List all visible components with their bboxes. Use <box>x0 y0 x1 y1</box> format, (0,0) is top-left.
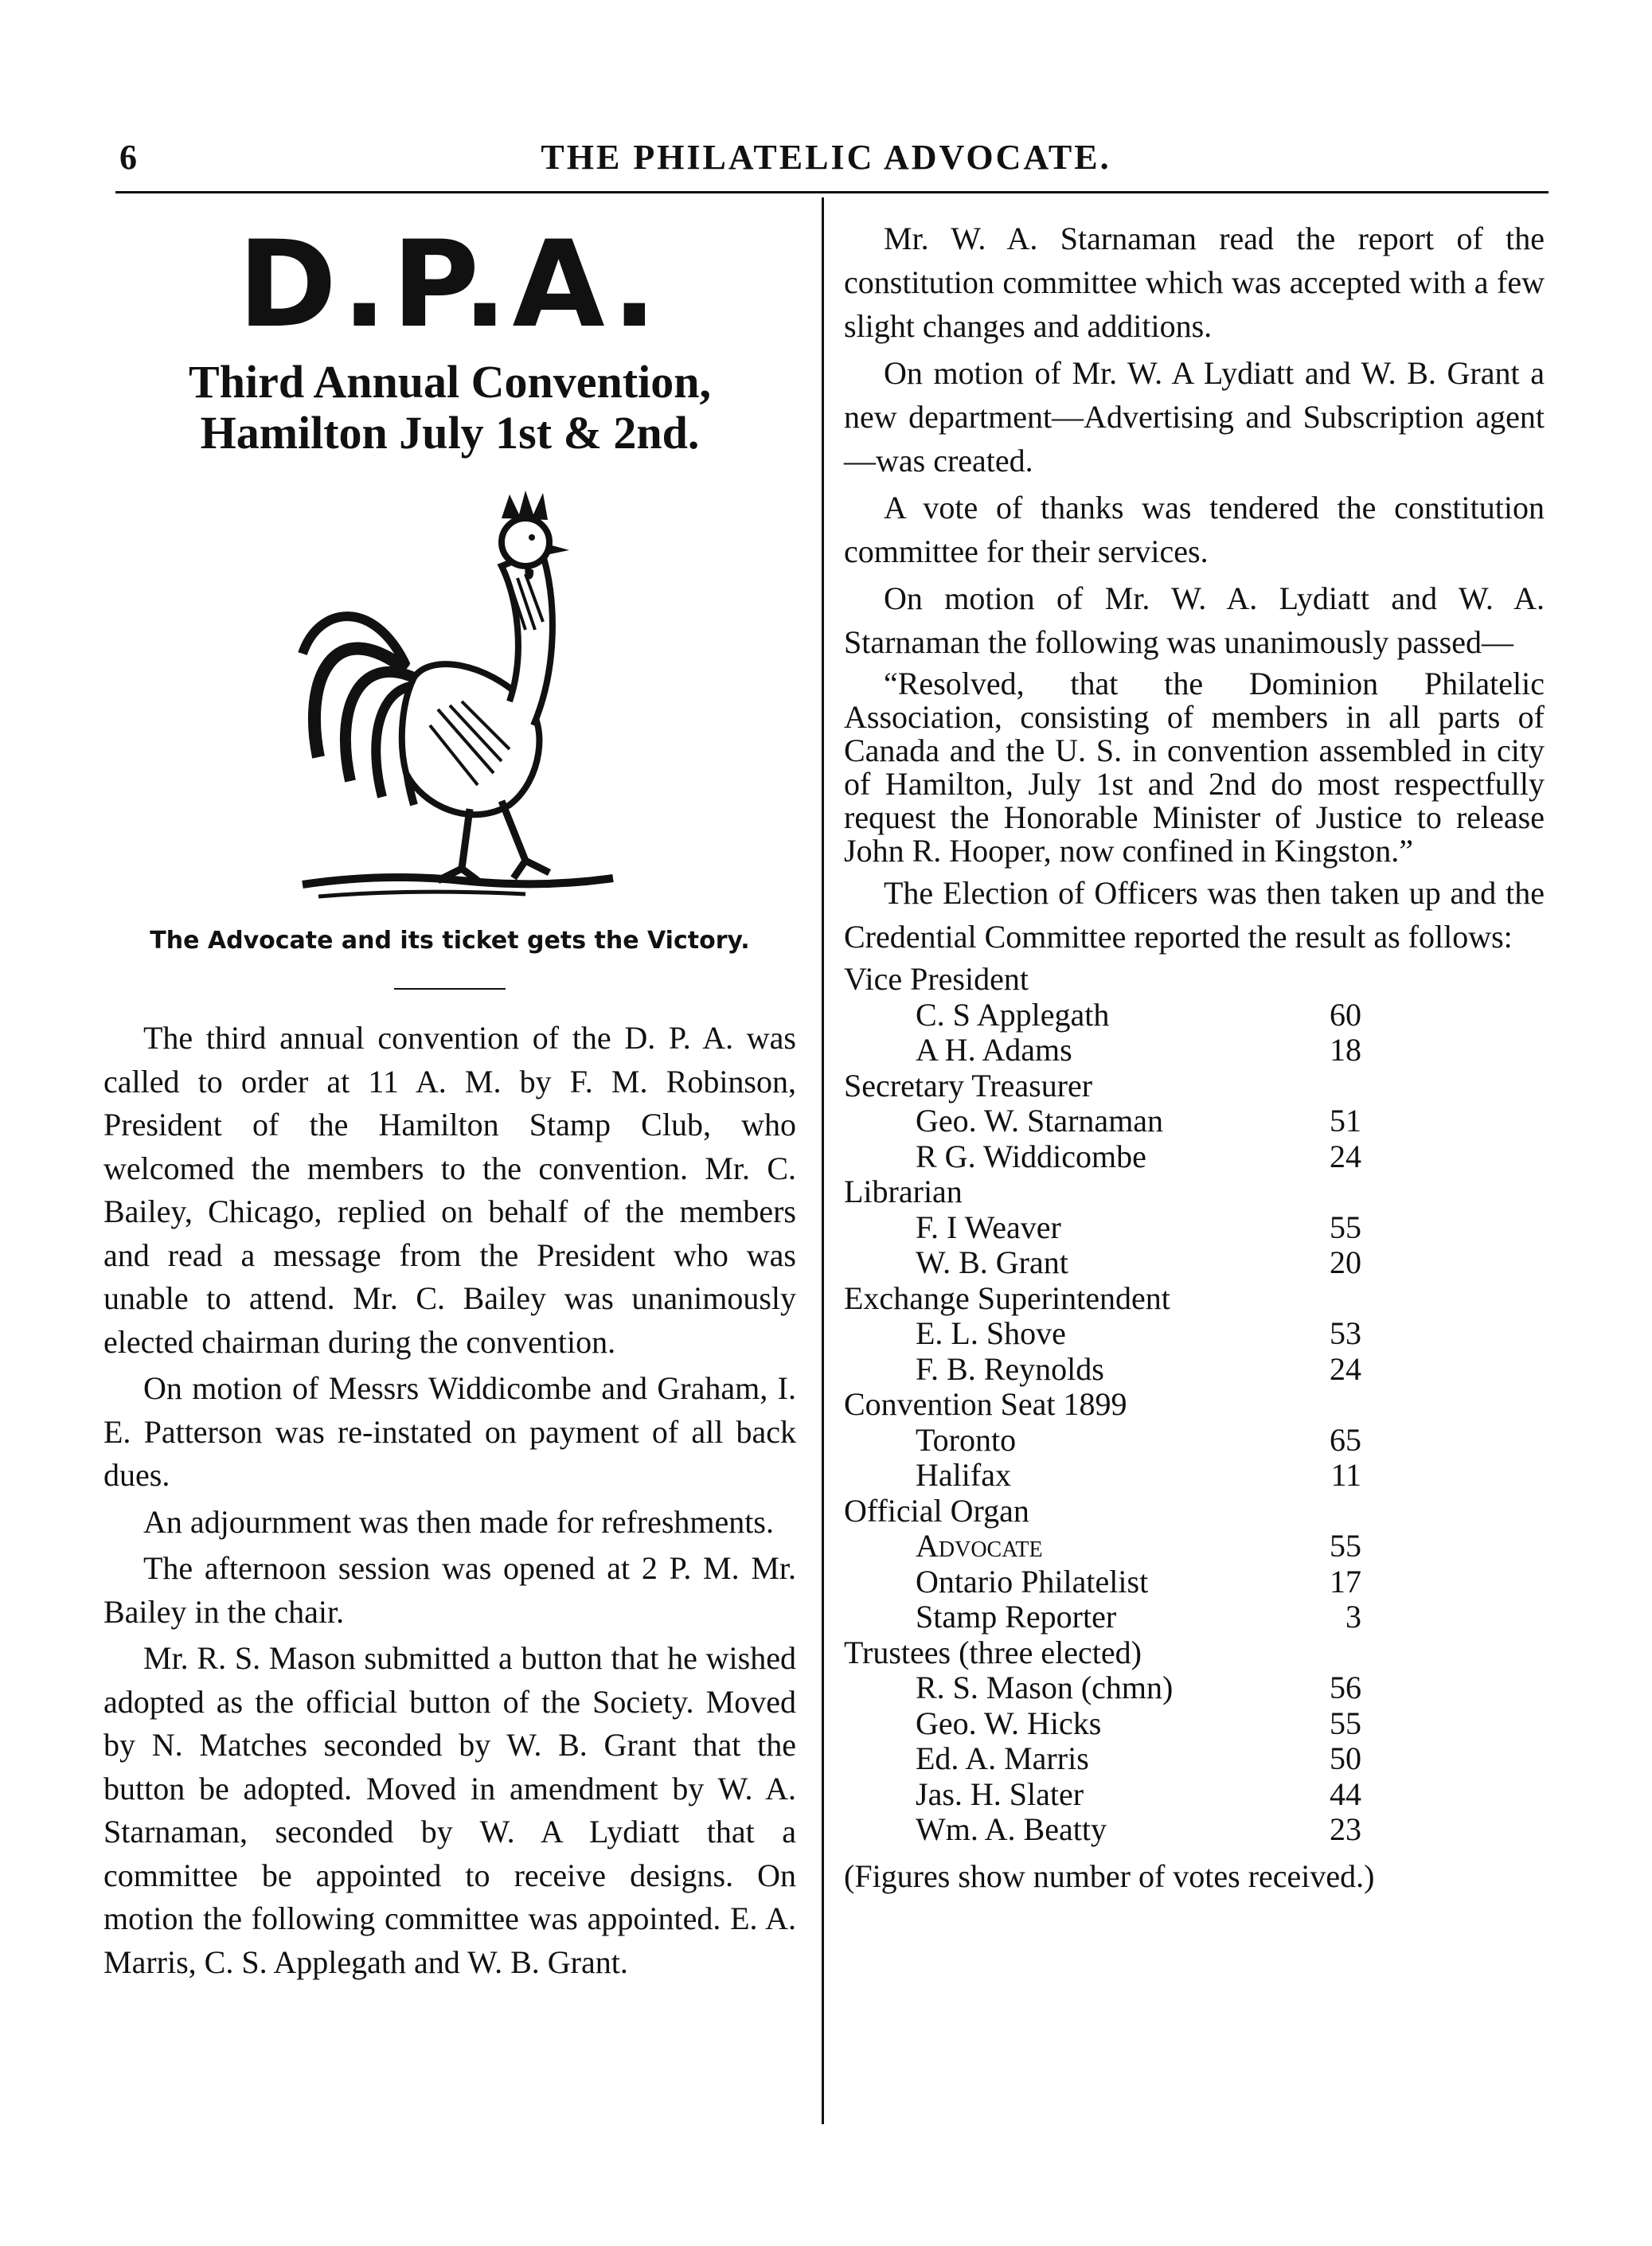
candidate-name: Stamp Reporter <box>916 1599 1117 1635</box>
paragraph: An adjournment was then made for refreshments. <box>143 1503 774 1540</box>
candidate-row <box>916 1245 1361 1281</box>
candidate-row <box>916 1210 1361 1246</box>
right-column <box>844 217 1545 1901</box>
candidate-name: E. L. Shove <box>916 1315 1066 1351</box>
vote-count: 20 <box>1330 1244 1361 1280</box>
candidate-row <box>916 1812 1361 1848</box>
page-number: 6 <box>119 138 137 177</box>
vote-count: 51 <box>1330 1103 1361 1139</box>
candidate-name: Geo. W. Hicks <box>916 1705 1102 1741</box>
paragraph: On motion of Mr. W. A. Lydiatt and W. A. Starnaman the following was unanimously passed— <box>844 580 1545 660</box>
candidate-row <box>916 1600 1361 1635</box>
candidate-row <box>916 1316 1361 1352</box>
resolution-paragraph: “Resolved, that the Dominion Philatelic Association, consisting of members in all parts of Canada and the U. S. in convention assembled in city of Hamilton, July 1st and 2nd do most respectfully request the Honorable Minister of Justice to release John R. Hooper, now confined in Kingston.” <box>844 666 1545 869</box>
rooster-icon <box>287 471 621 916</box>
left-column <box>103 213 796 1987</box>
candidate-name: Ontario Philatelist <box>916 1563 1149 1600</box>
vote-count: 50 <box>1330 1740 1361 1776</box>
candidate-row <box>916 1564 1361 1600</box>
paragraph: Mr. W. A. Starnaman read the report of the constitution committee which was accepted with a few slight changes and additions. <box>844 221 1545 344</box>
candidate-name: F. I Weaver <box>916 1209 1061 1245</box>
vote-count: 56 <box>1330 1670 1361 1705</box>
vote-count: 17 <box>1330 1563 1361 1600</box>
candidate-row <box>916 1706 1361 1742</box>
vote-count: 23 <box>1330 1811 1361 1847</box>
vote-count: 44 <box>1330 1775 1361 1812</box>
headline-line-2: Hamilton July 1st & 2nd. <box>200 407 700 459</box>
candidate-name: R. S. Mason (chmn) <box>916 1670 1174 1705</box>
candidate-name: F. B. Reynolds <box>916 1350 1104 1387</box>
paragraph: On motion of Messrs Widdicombe and Graham, I. E. Patterson was re-instated on payment of all back dues. <box>103 1370 796 1493</box>
office-heading: Exchange Superintendent <box>844 1279 1170 1316</box>
vote-count: 24 <box>1330 1138 1361 1174</box>
candidate-row <box>916 1103 1361 1139</box>
office-heading: Convention Seat 1899 <box>844 1386 1127 1422</box>
candidate-name: Ed. A. Marris <box>916 1740 1089 1776</box>
vote-count: 24 <box>1330 1350 1361 1387</box>
masthead: D.P.A. <box>237 216 662 354</box>
candidate-row <box>916 1423 1361 1459</box>
paragraph: On motion of Mr. W. A Lydiatt and W. B. Grant a new department—Advertising and Subscription agent—was created. <box>844 355 1545 478</box>
candidate-row <box>916 1777 1361 1813</box>
candidate-name: Wm. A. Beatty <box>916 1811 1107 1847</box>
office-heading: Official Organ <box>844 1492 1029 1529</box>
vote-count: 55 <box>1330 1705 1361 1741</box>
paragraph: The Election of Officers was then taken up and the Credential Committee reported the result as follows: <box>844 875 1545 955</box>
vote-count: 53 <box>1330 1315 1361 1351</box>
paragraph: Mr. R. S. Mason submitted a button that he wished adopted as the official button of the Society. Moved by N. Matches seconded by W. B. Grant that the button be adopted. Moved in amendment by W. A. Starnaman, seconded by W. A Lydiatt that a committee be appointed to receive designs. On motion the following committee was appointed. E. A. Marris, C. S. Applegath and W. B. Grant. <box>103 1640 796 1980</box>
candidate-row <box>916 1529 1361 1564</box>
candidate-name: C. S Applegath <box>916 996 1110 1033</box>
running-title: THE PHILATELIC ADVOCATE. <box>541 138 1111 177</box>
candidate-name: Toronto <box>916 1421 1017 1458</box>
candidate-row <box>916 1741 1361 1777</box>
office-heading: Secretary Treasurer <box>844 1067 1093 1103</box>
candidate-name: Halifax <box>916 1457 1011 1493</box>
candidate-row <box>916 1033 1361 1068</box>
rooster-illustration <box>103 459 796 920</box>
column-divider <box>822 197 824 2124</box>
candidate-name: R G. Widdicombe <box>916 1138 1146 1174</box>
candidate-row <box>916 1458 1361 1494</box>
headline-line-1: Third Annual Convention, <box>189 356 711 408</box>
header-rule <box>115 191 1549 193</box>
vote-count: 3 <box>1345 1599 1361 1635</box>
vote-count: 55 <box>1330 1528 1361 1564</box>
vote-count: 11 <box>1330 1457 1361 1493</box>
office-heading: Vice President <box>844 961 1029 997</box>
candidate-name: Geo. W. Starnaman <box>916 1103 1164 1139</box>
page-header <box>0 137 1652 185</box>
candidate-row <box>916 1670 1361 1706</box>
paragraph: A vote of thanks was tendered the constitution committee for their services. <box>844 490 1545 569</box>
candidate-row <box>916 1139 1361 1175</box>
short-rule <box>394 988 506 990</box>
paragraph: The afternoon session was opened at 2 P. M. Mr. Bailey in the chair. <box>103 1550 796 1630</box>
footnote: (Figures show number of votes received.) <box>844 1857 1375 1894</box>
vote-count: 65 <box>1330 1421 1361 1458</box>
candidate-row <box>916 998 1361 1033</box>
vote-count: 18 <box>1330 1032 1361 1068</box>
election-results <box>844 962 1545 1848</box>
candidate-name: A H. Adams <box>916 1032 1072 1068</box>
office-heading: Librarian <box>844 1174 963 1209</box>
vote-count: 60 <box>1330 996 1361 1033</box>
candidate-name: Advocate <box>916 1528 1043 1564</box>
candidate-name: W. B. Grant <box>916 1244 1068 1280</box>
paragraph: The third annual convention of the D. P. A. was called to order at 11 A. M. by F. M. Robinson, President of the Hamilton Stamp Club, who welcomed the members to the convention. Mr. C. Bailey, Chicago, replied on behalf of the members and read a message from the President who was unable to attend. Mr. C. Bailey was unanimously elected chairman during the convention. <box>103 1020 796 1360</box>
candidate-name: Jas. H. Slater <box>916 1775 1084 1812</box>
vote-count: 55 <box>1330 1209 1361 1245</box>
candidate-row <box>916 1352 1361 1388</box>
illustration-caption: The Advocate and its ticket gets the Victory. <box>150 927 750 955</box>
office-heading: Trustees (three elected) <box>844 1634 1142 1670</box>
